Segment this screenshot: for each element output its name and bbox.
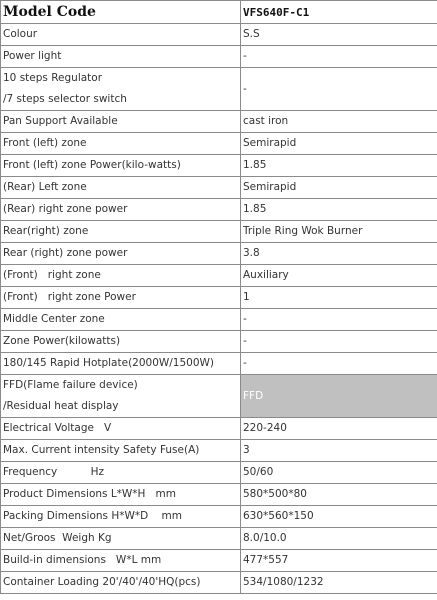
row-value: S.S xyxy=(241,24,437,46)
row-label: Power light xyxy=(1,46,241,68)
table-row xyxy=(1,528,437,550)
row-value: 3 xyxy=(241,440,437,462)
table-row xyxy=(1,572,437,594)
row-label: Middle Center zone xyxy=(1,309,241,331)
row-value: 1.85 xyxy=(241,155,437,177)
row-label: 180/145 Rapid Hotplate(2000W/1500W) xyxy=(1,353,241,375)
row-value: - xyxy=(241,331,437,353)
row-label: Electrical Voltage V xyxy=(1,418,241,440)
table-row xyxy=(1,506,437,528)
table-row xyxy=(1,265,437,287)
table-row xyxy=(1,440,437,462)
row-value: Triple Ring Wok Burner xyxy=(241,221,437,243)
row-label: Front (left) zone xyxy=(1,133,241,155)
row-label: Zone Power(kilowatts) xyxy=(1,331,241,353)
row-label: Max. Current intensity Safety Fuse(A) xyxy=(1,440,241,462)
row-label-line: 10 steps Regulator xyxy=(3,72,103,84)
table-row xyxy=(1,484,437,506)
row-label xyxy=(1,375,241,418)
row-label-line: FFD(Flame failure device) xyxy=(3,379,138,391)
row-label: (Front) right zone Power xyxy=(1,287,241,309)
row-value: - xyxy=(241,309,437,331)
row-value: 8.0/10.0 xyxy=(241,528,437,550)
table-row xyxy=(1,309,437,331)
row-value: Semirapid xyxy=(241,177,437,199)
table-row xyxy=(1,177,437,199)
row-label-line: /Residual heat display xyxy=(3,400,119,412)
row-value: - xyxy=(241,353,437,375)
table-row xyxy=(1,287,437,309)
table-row xyxy=(1,199,437,221)
row-label: (Rear) Left zone xyxy=(1,177,241,199)
row-value: Semirapid xyxy=(241,133,437,155)
table-row xyxy=(1,353,437,375)
row-value-shaded: FFD xyxy=(241,375,437,418)
row-value: 50/60 xyxy=(241,462,437,484)
row-label: Front (left) zone Power(kilo-watts) xyxy=(1,155,241,177)
row-value: 1.85 xyxy=(241,199,437,221)
row-label: Container Loading 20'/40'/40'HQ(pcs) xyxy=(1,572,241,594)
row-label: Build-in dimensions W*L mm xyxy=(1,550,241,572)
row-value: 534/1080/1232 xyxy=(241,572,437,594)
row-label: (Front) right zone xyxy=(1,265,241,287)
table-row xyxy=(1,243,437,265)
row-label: Colour xyxy=(1,24,241,46)
table-row xyxy=(1,331,437,353)
row-label: Rear (right) zone power xyxy=(1,243,241,265)
model-code-value: VFS640F-C1 xyxy=(241,1,437,24)
row-label: Pan Support Available xyxy=(1,111,241,133)
table-row xyxy=(1,111,437,133)
table-row xyxy=(1,375,437,418)
row-label: (Rear) right zone power xyxy=(1,199,241,221)
row-value: 220-240 xyxy=(241,418,437,440)
row-label: Frequency Hz xyxy=(1,462,241,484)
table-row xyxy=(1,46,437,68)
row-label: Rear(right) zone xyxy=(1,221,241,243)
row-label xyxy=(1,68,241,111)
row-label: Product Dimensions L*W*H mm xyxy=(1,484,241,506)
table-row xyxy=(1,133,437,155)
row-value: 580*500*80 xyxy=(241,484,437,506)
row-value: 630*560*150 xyxy=(241,506,437,528)
table-row xyxy=(1,155,437,177)
row-label: Net/Groos Weigh Kg xyxy=(1,528,241,550)
row-label-line: /7 steps selector switch xyxy=(3,93,127,105)
row-value: - xyxy=(241,46,437,68)
table-row xyxy=(1,24,437,46)
row-value: - xyxy=(241,68,437,111)
table-row xyxy=(1,550,437,572)
row-value: 1 xyxy=(241,287,437,309)
table-row xyxy=(1,462,437,484)
table-header-row xyxy=(1,1,437,24)
table-row xyxy=(1,68,437,111)
table-row xyxy=(1,418,437,440)
row-value: 3.8 xyxy=(241,243,437,265)
row-label: Packing Dimensions H*W*D mm xyxy=(1,506,241,528)
row-value: 477*557 xyxy=(241,550,437,572)
table-row xyxy=(1,221,437,243)
row-value: Auxiliary xyxy=(241,265,437,287)
row-value: cast iron xyxy=(241,111,437,133)
model-code-label: Model Code xyxy=(1,1,241,24)
